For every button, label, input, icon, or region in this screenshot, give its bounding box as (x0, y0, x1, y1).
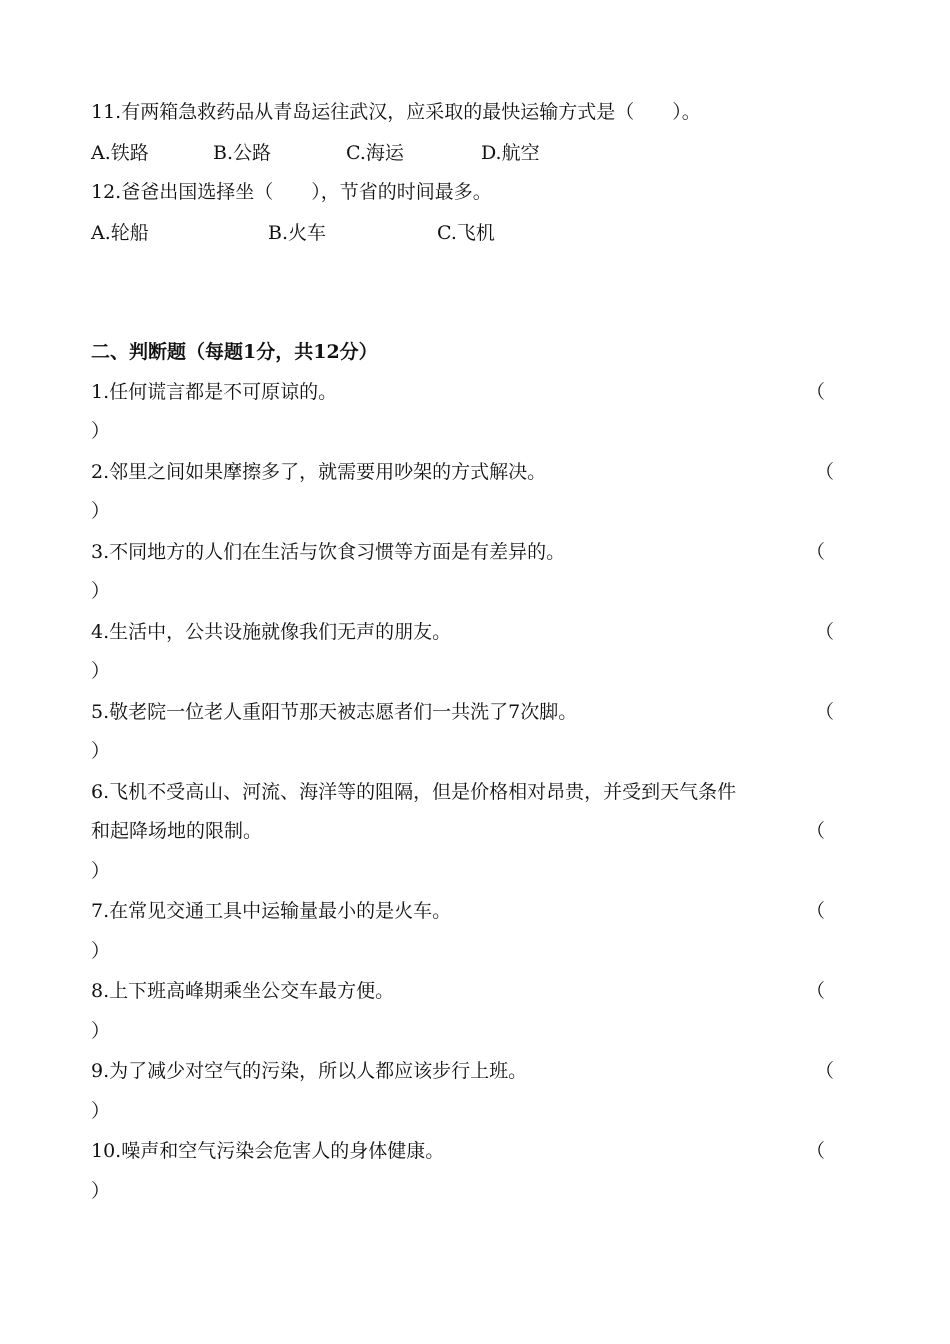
answer-paren-close-6: ） (91, 860, 111, 882)
judge-item-6: 6.飞机不受高山、河流、海洋等的阻隔，但是价格相对昂贵，并受到天气条件 (91, 781, 737, 803)
judge-item-7: 7.在常见交通工具中运输量最小的是火车。 (91, 900, 452, 922)
answer-paren-open-6: （ (806, 820, 826, 842)
judge-item-3: 3.不同地方的人们在生活与饮食习惯等方面是有差异的。 (91, 541, 566, 563)
q12-option-a: A.轮船 (91, 222, 149, 244)
q11-option-d: D.航空 (481, 142, 540, 164)
answer-paren-close-8: ） (91, 1020, 111, 1042)
judge-item-10: 10.噪声和空气污染会危害人的身体健康。 (91, 1140, 445, 1162)
q11-option-a: A.铁路 (91, 142, 149, 164)
answer-paren-open-4: （ (815, 621, 835, 643)
q12-option-c: C.飞机 (437, 222, 495, 244)
judge-item-6-continued: 和起降场地的限制。 (91, 820, 263, 842)
answer-paren-close-1: ） (91, 420, 111, 442)
answer-paren-close-9: ） (91, 1100, 111, 1122)
judge-item-5: 5.敬老院一位老人重阳节那天被志愿者们一共洗了7次脚。 (91, 701, 578, 723)
section-2-heading: 二、判断题（每题1分，共12分） (91, 341, 378, 363)
answer-paren-open-7: （ (806, 900, 826, 922)
q11-option-b: B.公路 (213, 142, 272, 164)
answer-paren-open-8: （ (806, 980, 826, 1002)
answer-paren-close-5: ） (91, 740, 111, 762)
answer-paren-open-2: （ (815, 461, 835, 483)
answer-paren-close-2: ） (91, 500, 111, 522)
judge-item-2: 2.邻里之间如果摩擦多了，就需要用吵架的方式解决。 (91, 461, 547, 483)
answer-paren-open-5: （ (815, 701, 835, 723)
question-11-stem: 11.有两箱急救药品从青岛运往武汉，应采取的最快运输方式是（ ）。 (91, 101, 701, 123)
judge-item-1: 1.任何谎言都是不可原谅的。 (91, 381, 338, 403)
judge-item-9: 9.为了减少对空气的污染，所以人都应该步行上班。 (91, 1060, 528, 1082)
answer-paren-close-10: ） (91, 1180, 111, 1202)
answer-paren-close-4: ） (91, 660, 111, 682)
answer-paren-close-3: ） (91, 580, 111, 602)
question-12-stem: 12.爸爸出国选择坐（ ），节省的时间最多。 (91, 181, 492, 203)
q12-option-b: B.火车 (268, 222, 327, 244)
judge-item-8: 8.上下班高峰期乘坐公交车最方便。 (91, 980, 395, 1002)
q11-option-c: C.海运 (346, 142, 404, 164)
answer-paren-close-7: ） (91, 940, 111, 962)
answer-paren-open-3: （ (806, 541, 826, 563)
answer-paren-open-9: （ (815, 1060, 835, 1082)
answer-paren-open-1: （ (806, 381, 826, 403)
judge-item-4: 4.生活中，公共设施就像我们无声的朋友。 (91, 621, 452, 643)
answer-paren-open-10: （ (806, 1140, 826, 1162)
